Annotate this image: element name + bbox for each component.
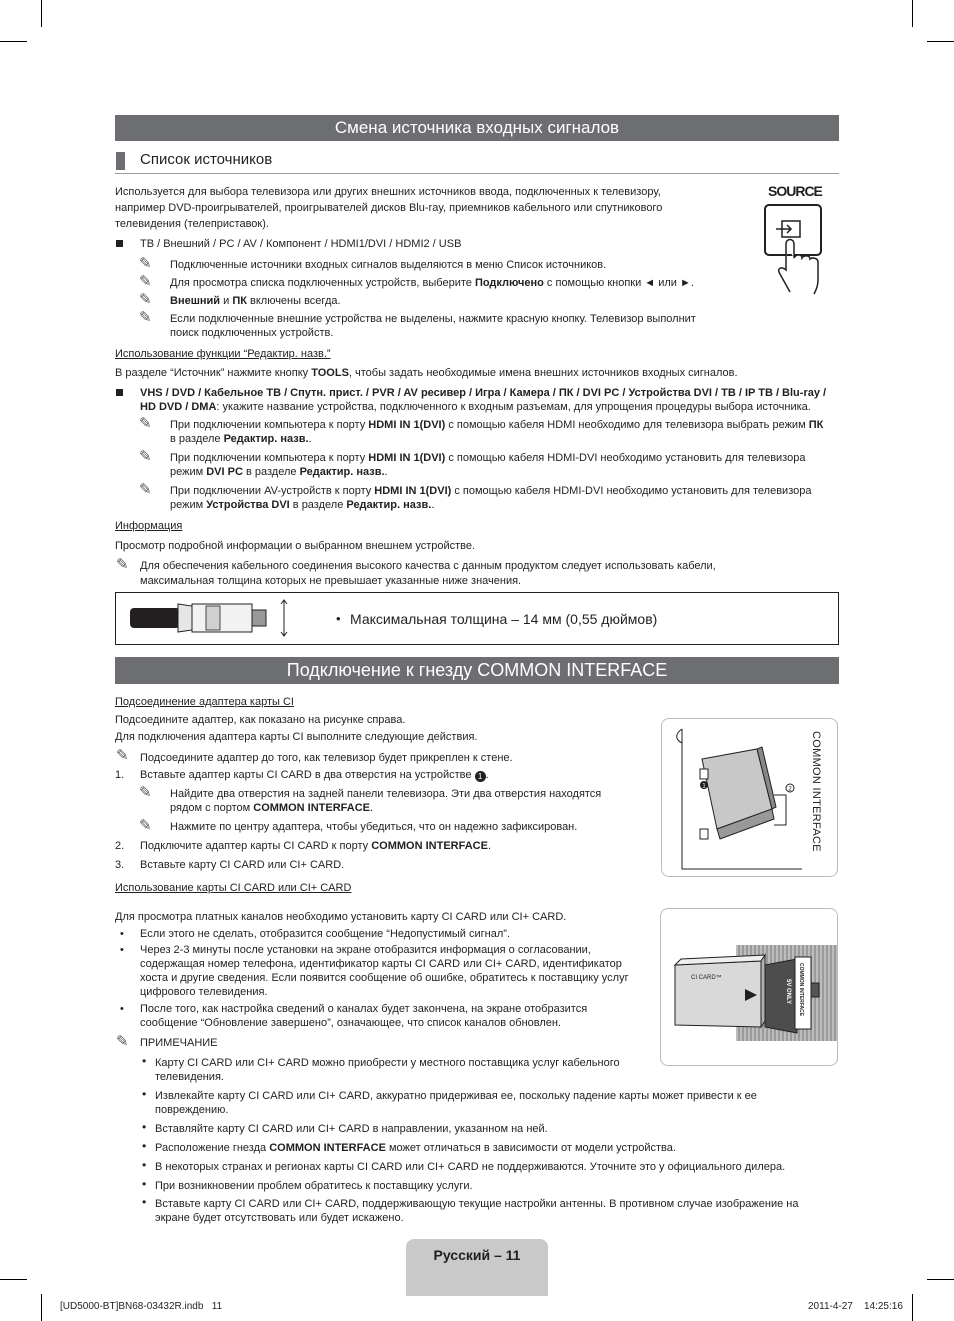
- bullet-dot: •: [142, 1177, 147, 1191]
- ci-adapter-figure: [661, 718, 838, 877]
- crop-mark: [41, 0, 42, 27]
- note-icon: ✎: [139, 480, 152, 498]
- note-icon: ✎: [139, 816, 152, 834]
- crop-mark: [927, 41, 954, 42]
- note-icon: ✎: [139, 272, 152, 290]
- footer-file: [UD5000-BT]BN68-03432R.indb 11: [60, 1301, 223, 1312]
- bullet-text: цифрового телевидения.: [140, 986, 268, 998]
- note-icon: ✎: [139, 290, 152, 308]
- ci-card-illustration: [661, 909, 837, 1065]
- cable-thickness: Максимальная толщина – 14 мм (0,55 дюймов): [350, 611, 658, 627]
- ci-heading: Подсоединение адаптера карты CI: [115, 696, 294, 708]
- bullet-dot: •: [120, 944, 124, 956]
- bullet-text: хоста и другие сведения. Если появится сообщение об ошибке, обратитесь к поставщику услуг: [140, 972, 629, 984]
- step-number: 2.: [115, 840, 125, 852]
- note-bullet: Расположение гнезда COMMON INTERFACE может отличаться в зависимости от модели устройства.: [155, 1142, 676, 1154]
- note-bullet: При возникновении проблем обратитесь к поставщику услуги.: [155, 1180, 473, 1192]
- ci-text: Подсоедините адаптер, как показано на рисунке справа.: [115, 714, 406, 726]
- crop-mark: [912, 1294, 913, 1321]
- bullet-square: [116, 240, 123, 247]
- note-text: Подсоедините адаптер до того, как телевизор будет прикреплен к стене.: [140, 752, 513, 764]
- bullet-dot: •: [120, 928, 124, 940]
- note-text: Подключенные источники входных сигналов выделяются в меню Список источников.: [170, 259, 607, 271]
- ci-card-heading: Использование карты CI CARD или CI+ CARD: [115, 882, 352, 894]
- step-text: Вставьте адаптер карты CI CARD в два отверстия на устройстве 1 .: [140, 769, 489, 781]
- note-text: в разделе Редактир. назв..: [170, 433, 312, 445]
- note-bullet: Вставляйте карту CI CARD или CI+ CARD в направлении, указанном на ней.: [155, 1123, 548, 1135]
- note-text: режим DVI PC в разделе Редактир. назв..: [170, 466, 388, 478]
- crop-mark: [927, 1279, 954, 1280]
- section-title-bar: [115, 657, 839, 684]
- subtitle-underline: [115, 173, 839, 174]
- rename-heading: Использование функции “Редактир. назв.”: [115, 348, 331, 360]
- note-text: При подключении компьютера к порту HDMI IN 1(DVI) с помощью кабеля HDMI необходимо для телевизора выбрать режим ПК: [170, 419, 824, 431]
- note-icon: ✎: [139, 308, 152, 326]
- svg-text:2: 2: [788, 785, 792, 793]
- note-title: ПРИМЕЧАНИЕ: [140, 1037, 218, 1049]
- rename-text: В разделе “Источник” нажмите кнопку TOOLS, чтобы задать необходимые имена внешних источников входных сигналов.: [115, 367, 738, 379]
- ci-card-text: Для просмотра платных каналов необходимо установить карту CI CARD или CI+ CARD.: [115, 911, 567, 923]
- note-icon: ✎: [116, 555, 129, 573]
- device-list: VHS / DVD / Кабельное ТВ / Спутн. прист. / PVR / AV ресивер / Игра / Камера / ПК / DVI PC / Устройства DVI / ТВ / IP ТВ / Blu-ray /: [140, 387, 827, 399]
- crop-mark: [912, 0, 913, 27]
- note-text: При подключении компьютера к порту HDMI IN 1(DVI) с помощью кабеля HDMI-DVI необходимо установить для телевизора: [170, 452, 806, 464]
- bullet-dot: •: [142, 1195, 147, 1209]
- note-text: Если подключенные внешние устройства не выделены, нажмите красную кнопку. Телевизор выполнит: [170, 313, 696, 325]
- source-list: ТВ / Внешний / PC / AV / Компонент / HDMI1/DVI / HDMI2 / USB: [140, 238, 462, 250]
- step-text: Подключите адаптер карты CI CARD к порту COMMON INTERFACE.: [140, 840, 492, 852]
- info-heading: Информация: [115, 520, 183, 532]
- source-label: SOURCE: [768, 183, 822, 199]
- note-text: Для обеспечения кабельного соединения высокого качества с данным продуктом следует использовать кабели,: [140, 560, 716, 572]
- note-text: Внешний и ПК включены всегда.: [170, 295, 341, 307]
- bullet-text: Если этого не сделать, отобразится сообщение “Недопустимый сигнал”.: [140, 928, 510, 940]
- note-text: максимальная толщина которых не превышает указанные ниже значения.: [140, 575, 522, 587]
- intro-line: Используется для выбора телевизора или других внешних источников ввода, подключенных к телевизору,: [115, 186, 661, 198]
- bullet-dot: •: [142, 1087, 147, 1101]
- bullet-dot: •: [142, 1158, 147, 1172]
- crop-mark: [0, 41, 27, 42]
- page-number-tab: [406, 1239, 548, 1296]
- slot-label: COMMON INTERFACE: [798, 963, 804, 1017]
- note-bullet: Вставьте карту CI CARD или CI+ CARD, поддерживающую текущие настройки антенны. В противном случае изображение на: [155, 1198, 799, 1210]
- note-icon: ✎: [116, 746, 129, 764]
- note-text: Найдите два отверстия на задней панели телевизора. Эти два отверстия находятся: [170, 788, 602, 800]
- note-icon: ✎: [139, 447, 152, 465]
- note-bullet: повреждению.: [155, 1104, 229, 1116]
- note-text: рядом с портом COMMON INTERFACE.: [170, 802, 374, 814]
- bullet-text: После того, как настройка сведений о каналах будет закончена, на экране отобразится: [140, 1003, 588, 1015]
- subtitle-marker: [116, 152, 125, 170]
- crop-mark: [41, 1294, 42, 1321]
- note-icon: ✎: [139, 254, 152, 272]
- note-icon: ✎: [139, 783, 152, 801]
- note-icon: ✎: [116, 1032, 129, 1050]
- note-text: Для просмотра списка подключенных устройств, выберите Подключено с помощью кнопки ◄ или ►.: [170, 277, 694, 289]
- bullet-text: Через 2-3 минуты после установки на экране отобразится информация о согласовании,: [140, 944, 591, 956]
- note-bullet: В некоторых странах и регионах карты CI CARD или CI+ CARD не поддерживаются. Уточните это у официального дилера.: [155, 1161, 786, 1173]
- ci-card-label: CI CARD™: [691, 975, 722, 981]
- crop-mark: [0, 1279, 27, 1280]
- page-number: Русский – 11: [433, 1247, 521, 1263]
- bullet-dot: •: [142, 1054, 147, 1068]
- note-bullet: Карту CI CARD или CI+ CARD можно приобрести у местного поставщика услуг кабельного: [155, 1057, 620, 1069]
- svg-text:1: 1: [702, 782, 706, 790]
- step-number: 1.: [115, 769, 125, 781]
- note-text: При подключении AV-устройств к порту HDMI IN 1(DVI) с помощью кабеля HDMI-DVI необходимо установить для телевизора: [170, 485, 812, 497]
- section-title: Смена источника входных сигналов: [334, 118, 620, 137]
- bullet-text: содержащая номер телефона, идентификатор карты CI CARD или CI+ CARD, идентификатор: [140, 958, 622, 970]
- bullet-dot: •: [142, 1139, 147, 1153]
- intro-line: телевидения (телеприставок).: [115, 218, 269, 230]
- section-title: Подключение к гнезду COMMON INTERFACE: [286, 660, 668, 680]
- note-text: поиск подключенных устройств.: [170, 327, 334, 339]
- note-icon: ✎: [139, 414, 152, 432]
- section-title-bar: [115, 115, 839, 141]
- bullet-text: сообщение “Обновление завершено”, означающее, что список каналов обновлен.: [140, 1017, 562, 1029]
- bullet-square: [116, 389, 123, 396]
- footer-date: 2011-4-27 14:25:16: [808, 1301, 903, 1312]
- cable-icon: [130, 598, 295, 638]
- note-bullet: Извлекайте карту CI CARD или CI+ CARD, аккуратно придерживая ее, поскольку падение карты может привести к ее: [155, 1090, 757, 1102]
- source-button-icon: [760, 200, 832, 296]
- step-number: 3.: [115, 859, 125, 871]
- intro-line: например DVD-проигрывателей, проигрывателей дисков Blu-ray, приемников кабельного или спутникового: [115, 202, 663, 214]
- common-interface-label: COMMON INTERFACE: [810, 731, 822, 852]
- note-text: режим Устройства DVI в разделе Редактир. назв..: [170, 499, 435, 511]
- bullet-dot: •: [142, 1120, 147, 1134]
- note-bullet: экране будет отсутствовать или будет искажено.: [155, 1212, 404, 1224]
- device-list: HD DVD / DMA: укажите название устройства, подключенного к входным разъемам, для упрощения процедуры выбора источника.: [140, 401, 811, 413]
- step-text: Вставьте карту CI CARD или CI+ CARD.: [140, 859, 345, 871]
- subtitle: Список источников: [140, 151, 273, 168]
- ci-text: Для подключения адаптера карты CI выполните следующие действия.: [115, 731, 478, 743]
- bullet-dot: •: [120, 1003, 124, 1015]
- note-bullet: телевидения.: [155, 1071, 224, 1083]
- info-text: Просмотр подробной информации о выбранном внешнем устройстве.: [115, 540, 476, 552]
- cable-bullet: •: [336, 611, 341, 626]
- note-text: Нажмите по центру адаптера, чтобы убедиться, что он надежно зафиксирован.: [170, 821, 578, 833]
- voltage-label: 5V ONLY: [785, 979, 791, 1005]
- ci-card-figure: [660, 908, 838, 1066]
